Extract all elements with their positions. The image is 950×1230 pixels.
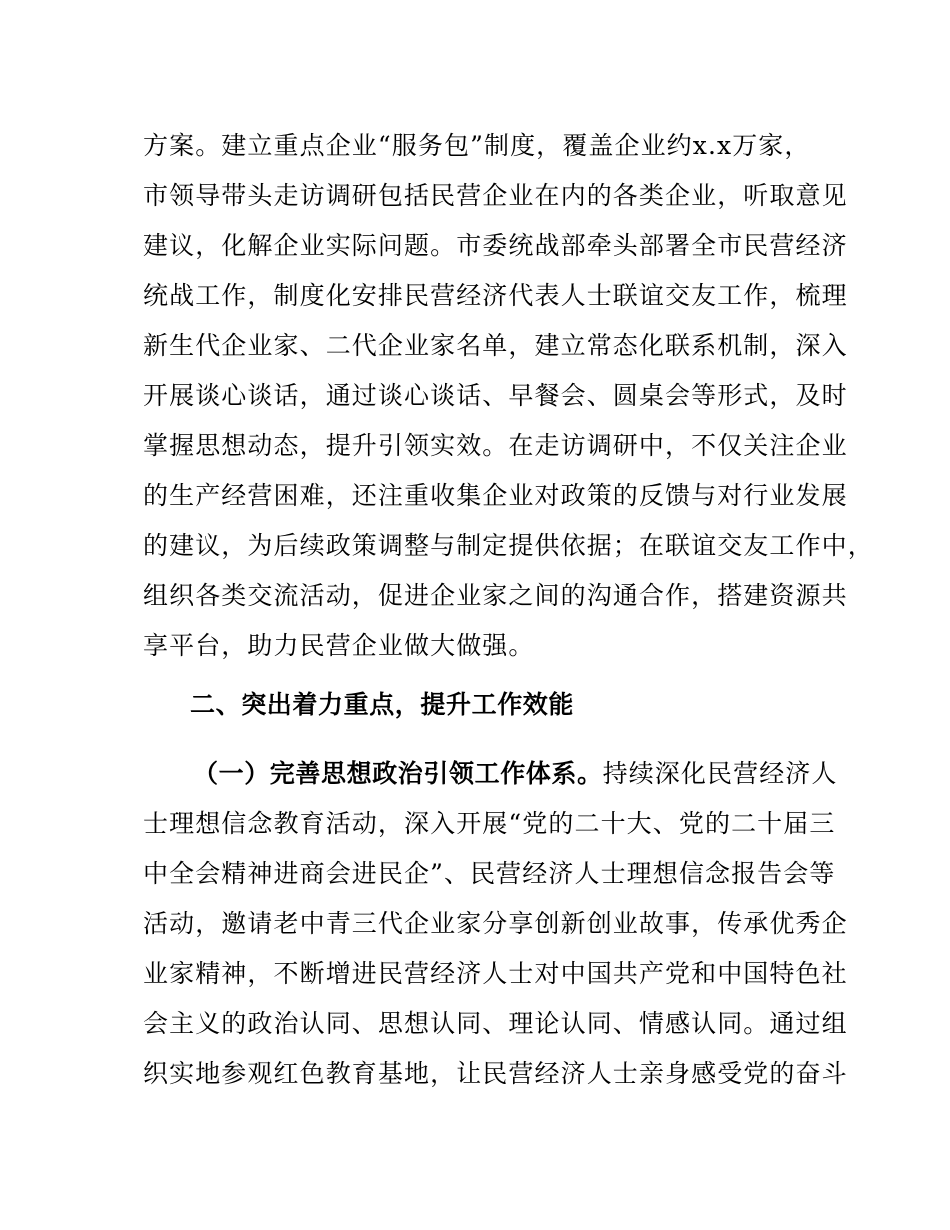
paragraph-first-line — [143, 749, 838, 799]
paragraph-line: 享平台，助力民营企业做大做强。 — [143, 631, 535, 660]
section-heading: 二、突出着力重点，提升工作效能 — [190, 690, 575, 719]
body-paragraph-1 — [143, 121, 874, 671]
paragraph-line: 活动，邀请老中青三代企业家分享创新创业故事，传承优秀企 — [143, 909, 848, 938]
paragraph-line: 建议，化解企业实际问题。市委统战部牵头部署全市民营经济 — [143, 231, 848, 260]
paragraph-line: 新生代企业家、二代企业家名单，建立常态化联系机制，深入 — [143, 331, 848, 360]
paragraph-line: 的生产经营困难，还注重收集企业对政策的反馈与对行业发展 — [143, 481, 848, 510]
paragraph-line: 业家精神，不断增进民营经济人士对中国共产党和中国特色社 — [143, 959, 848, 988]
paragraph-line: 的建议，为后续政策调整与制定提供依据；在联谊交友工作中， — [143, 531, 874, 560]
paragraph-line: 开展谈心谈话，通过谈心谈话、早餐会、圆桌会等形式，及时 — [143, 381, 848, 410]
paragraph-line: 统战工作，制度化安排民营经济代表人士联谊交友工作，梳理 — [143, 281, 848, 310]
paragraph-line: 织实地参观红色教育基地，让民营经济人士亲身感受党的奋斗 — [143, 1059, 848, 1088]
paragraph-line: 士理想信念教育活动，深入开展“党的二十大、党的二十届三 — [143, 809, 836, 838]
paragraph-line: 方案。建立重点企业“服务包”制度，覆盖企业约x.x万家， — [143, 131, 811, 160]
paragraph-line-rest: 持续深化民营经济人 — [602, 759, 838, 788]
paragraph-line: 组织各类交流活动，促进企业家之间的沟通合作，搭建资源共 — [143, 581, 848, 610]
subsection-heading: （一）完善思想政治引领工作体系。 — [193, 759, 603, 788]
paragraph-line: 中全会精神进商会进民企”、民营经济人士理想信念报告会等 — [143, 859, 836, 888]
body-paragraph-2 — [143, 749, 848, 1099]
section-heading-block — [143, 680, 823, 730]
paragraph-line: 掌握思想动态，提升引领实效。在走访调研中，不仅关注企业 — [143, 431, 848, 460]
paragraph-line: 市领导带头走访调研包括民营企业在内的各类企业，听取意见 — [143, 181, 848, 210]
paragraph-line: 会主义的政治认同、思想认同、理论认同、情感认同。通过组 — [143, 1009, 848, 1038]
